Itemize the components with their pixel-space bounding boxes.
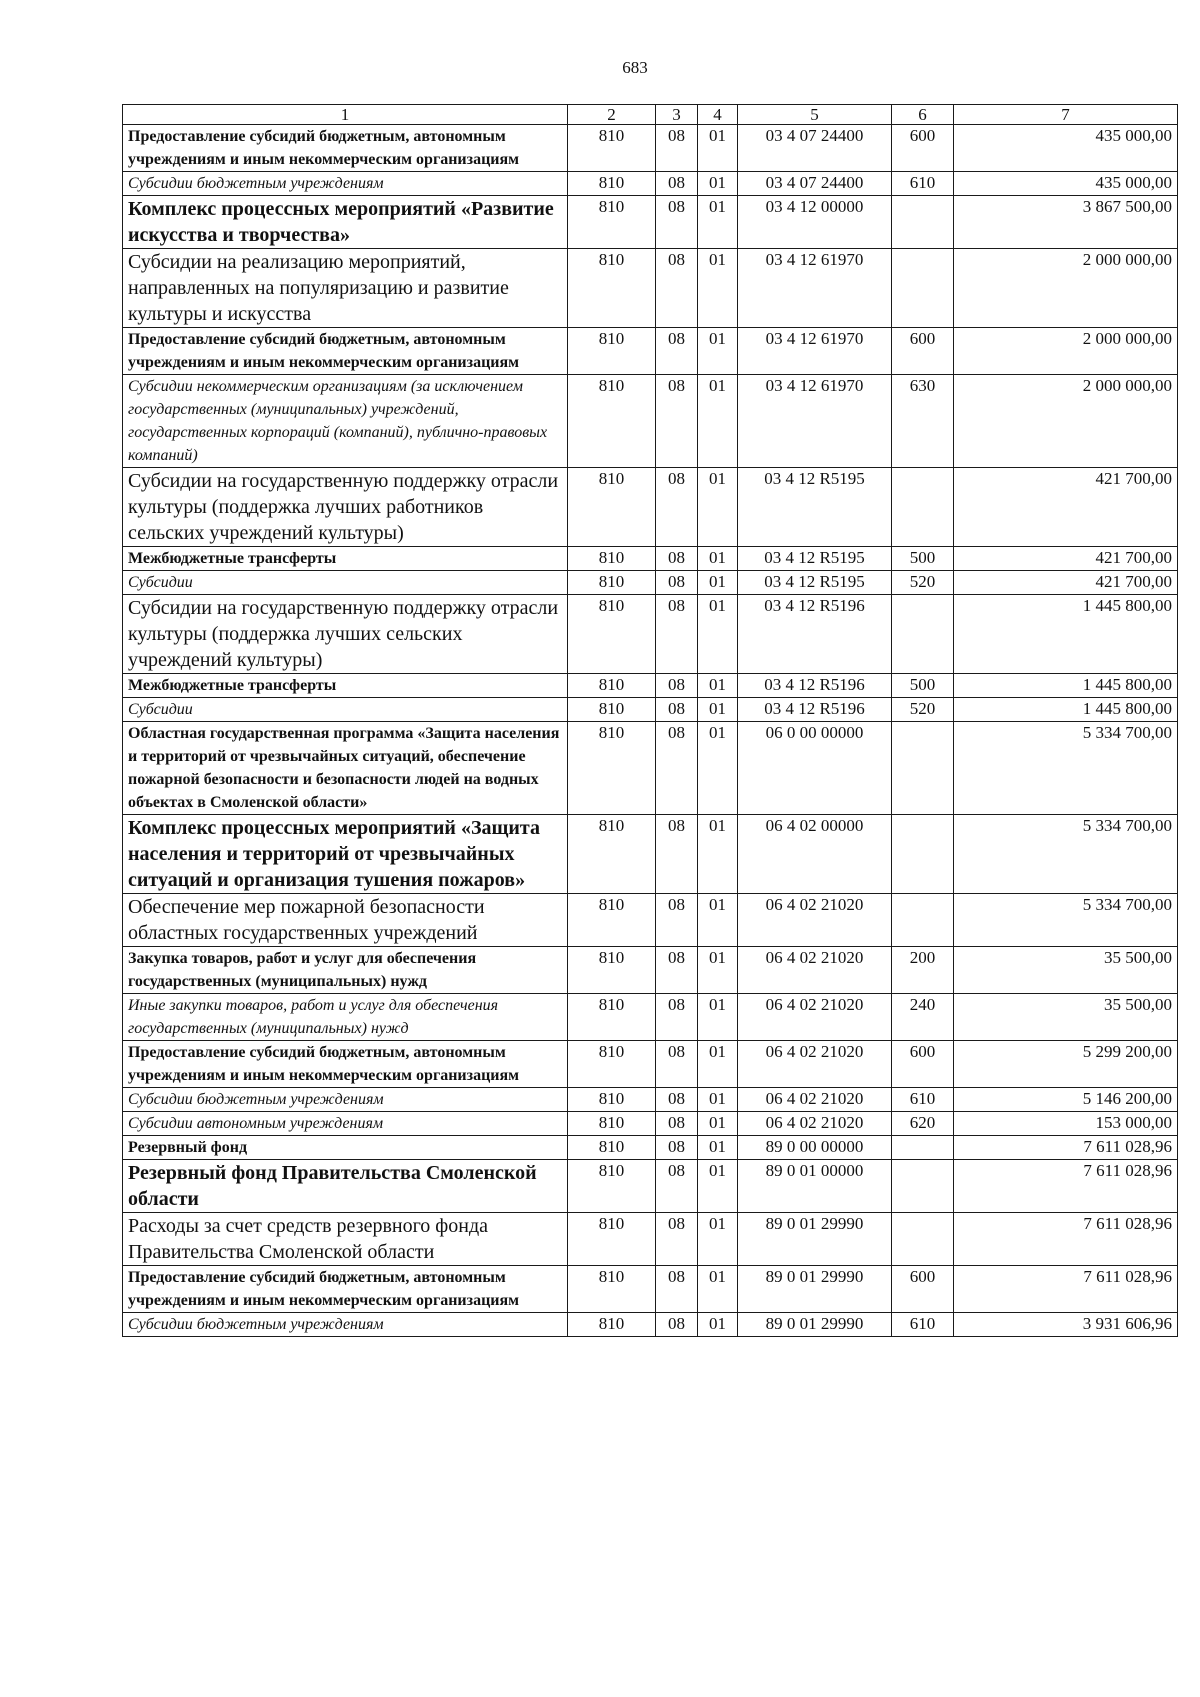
row-col4-cell: 01 [698, 249, 738, 328]
row-col6-cell: 600 [892, 1041, 954, 1088]
table-body [123, 125, 1178, 1337]
row-amount-cell: 5 334 700,00 [954, 815, 1178, 894]
row-col4-cell: 01 [698, 125, 738, 172]
row-amount-cell: 1 445 800,00 [954, 595, 1178, 674]
row-name-cell: Областная государственная программа «Защита населения и территорий от чрезвычайных ситуаций, обеспечение пожарной безопасности и безопасности людей на водных объектах в Смоленской области» [123, 722, 568, 815]
table-row [123, 571, 1178, 595]
row-col2-cell: 810 [568, 674, 656, 698]
row-col5-cell: 89 0 01 00000 [738, 1160, 892, 1213]
row-col6-cell [892, 196, 954, 249]
row-col6-cell [892, 595, 954, 674]
table-row [123, 815, 1178, 894]
row-col3-cell: 08 [656, 571, 698, 595]
row-col4-cell: 01 [698, 571, 738, 595]
row-col2-cell: 810 [568, 1313, 656, 1337]
table-row [123, 172, 1178, 196]
row-col3-cell: 08 [656, 375, 698, 468]
row-col6-cell: 600 [892, 125, 954, 172]
table-row [123, 947, 1178, 994]
row-col5-cell: 03 4 12 R5195 [738, 547, 892, 571]
header-col-1: 1 [123, 105, 568, 125]
row-col2-cell: 810 [568, 547, 656, 571]
table-row [123, 375, 1178, 468]
row-amount-cell: 35 500,00 [954, 947, 1178, 994]
row-amount-cell: 3 867 500,00 [954, 196, 1178, 249]
row-col3-cell: 08 [656, 172, 698, 196]
row-col4-cell: 01 [698, 1088, 738, 1112]
row-col3-cell: 08 [656, 1136, 698, 1160]
row-col4-cell: 01 [698, 196, 738, 249]
row-col2-cell: 810 [568, 1266, 656, 1313]
row-amount-cell: 2 000 000,00 [954, 249, 1178, 328]
row-amount-cell: 3 931 606,96 [954, 1313, 1178, 1337]
row-col3-cell: 08 [656, 674, 698, 698]
row-name-cell: Предоставление субсидий бюджетным, автономным учреждениям и иным некоммерческим организациям [123, 1266, 568, 1313]
row-col6-cell: 610 [892, 1313, 954, 1337]
row-col5-cell: 03 4 12 00000 [738, 196, 892, 249]
row-name-cell: Предоставление субсидий бюджетным, автономным учреждениям и иным некоммерческим организациям [123, 125, 568, 172]
row-amount-cell: 7 611 028,96 [954, 1136, 1178, 1160]
row-name-cell: Иные закупки товаров, работ и услуг для обеспечения государственных (муниципальных) нужд [123, 994, 568, 1041]
budget-table [122, 104, 1178, 1337]
row-col5-cell: 03 4 07 24400 [738, 172, 892, 196]
table-row [123, 1112, 1178, 1136]
row-col5-cell: 89 0 01 29990 [738, 1213, 892, 1266]
table-row [123, 196, 1178, 249]
row-col4-cell: 01 [698, 547, 738, 571]
row-col3-cell: 08 [656, 722, 698, 815]
row-col3-cell: 08 [656, 1213, 698, 1266]
row-amount-cell: 2 000 000,00 [954, 375, 1178, 468]
row-col2-cell: 810 [568, 1213, 656, 1266]
header-col-3: 3 [656, 105, 698, 125]
row-col5-cell: 06 0 00 00000 [738, 722, 892, 815]
row-col3-cell: 08 [656, 196, 698, 249]
row-amount-cell: 421 700,00 [954, 547, 1178, 571]
row-name-cell: Расходы за счет средств резервного фонда Правительства Смоленской области [123, 1213, 568, 1266]
row-col2-cell: 810 [568, 1088, 656, 1112]
row-col3-cell: 08 [656, 1041, 698, 1088]
row-name-cell: Субсидии на государственную поддержку отрасли культуры (поддержка лучших сельских учреждений культуры) [123, 595, 568, 674]
row-col5-cell: 06 4 02 00000 [738, 815, 892, 894]
row-col3-cell: 08 [656, 328, 698, 375]
row-amount-cell: 7 611 028,96 [954, 1266, 1178, 1313]
row-amount-cell: 1 445 800,00 [954, 674, 1178, 698]
table-row [123, 468, 1178, 547]
header-col-4: 4 [698, 105, 738, 125]
row-col6-cell: 500 [892, 674, 954, 698]
row-amount-cell: 153 000,00 [954, 1112, 1178, 1136]
row-col6-cell: 520 [892, 698, 954, 722]
row-col5-cell: 03 4 07 24400 [738, 125, 892, 172]
row-col5-cell: 03 4 12 61970 [738, 249, 892, 328]
row-col3-cell: 08 [656, 125, 698, 172]
row-col6-cell [892, 722, 954, 815]
row-name-cell: Предоставление субсидий бюджетным, автономным учреждениям и иным некоммерческим организациям [123, 328, 568, 375]
row-col3-cell: 08 [656, 249, 698, 328]
row-col2-cell: 810 [568, 196, 656, 249]
row-col3-cell: 08 [656, 1088, 698, 1112]
row-col6-cell: 630 [892, 375, 954, 468]
row-col2-cell: 810 [568, 595, 656, 674]
table-row [123, 328, 1178, 375]
table-row [123, 894, 1178, 947]
row-col2-cell: 810 [568, 375, 656, 468]
row-col3-cell: 08 [656, 1266, 698, 1313]
row-col5-cell: 03 4 12 R5196 [738, 698, 892, 722]
row-col6-cell: 500 [892, 547, 954, 571]
table-row [123, 1213, 1178, 1266]
row-col2-cell: 810 [568, 994, 656, 1041]
row-col4-cell: 01 [698, 815, 738, 894]
row-col3-cell: 08 [656, 815, 698, 894]
row-col2-cell: 810 [568, 1041, 656, 1088]
row-col2-cell: 810 [568, 947, 656, 994]
row-col4-cell: 01 [698, 1160, 738, 1213]
row-amount-cell: 1 445 800,00 [954, 698, 1178, 722]
row-col4-cell: 01 [698, 1136, 738, 1160]
row-amount-cell: 35 500,00 [954, 994, 1178, 1041]
row-col3-cell: 08 [656, 994, 698, 1041]
row-col4-cell: 01 [698, 722, 738, 815]
row-col3-cell: 08 [656, 468, 698, 547]
row-col2-cell: 810 [568, 328, 656, 375]
row-name-cell: Субсидии некоммерческим организациям (за исключением государственных (муниципальных) учреждений, государственных корпораций (компаний), публично-правовых компаний) [123, 375, 568, 468]
row-col4-cell: 01 [698, 1213, 738, 1266]
row-col2-cell: 810 [568, 722, 656, 815]
row-col5-cell: 03 4 12 R5195 [738, 468, 892, 547]
row-col5-cell: 89 0 00 00000 [738, 1136, 892, 1160]
row-col6-cell [892, 468, 954, 547]
row-col4-cell: 01 [698, 172, 738, 196]
row-col3-cell: 08 [656, 698, 698, 722]
row-name-cell: Комплекс процессных мероприятий «Защита населения и территорий от чрезвычайных ситуаций и организация тушения пожаров» [123, 815, 568, 894]
row-amount-cell: 435 000,00 [954, 172, 1178, 196]
row-name-cell: Резервный фонд [123, 1136, 568, 1160]
row-col4-cell: 01 [698, 994, 738, 1041]
row-col6-cell: 200 [892, 947, 954, 994]
table-row [123, 1313, 1178, 1337]
table-row [123, 125, 1178, 172]
header-col-6: 6 [892, 105, 954, 125]
row-name-cell: Субсидии на государственную поддержку отрасли культуры (поддержка лучших работников сельских учреждений культуры) [123, 468, 568, 547]
row-col6-cell: 240 [892, 994, 954, 1041]
row-col5-cell: 03 4 12 61970 [738, 375, 892, 468]
row-amount-cell: 421 700,00 [954, 571, 1178, 595]
row-col5-cell: 06 4 02 21020 [738, 994, 892, 1041]
row-amount-cell: 2 000 000,00 [954, 328, 1178, 375]
row-name-cell: Комплекс процессных мероприятий «Развитие искусства и творчества» [123, 196, 568, 249]
row-name-cell: Субсидии бюджетным учреждениям [123, 172, 568, 196]
table-row [123, 1041, 1178, 1088]
row-col5-cell: 03 4 12 R5196 [738, 595, 892, 674]
table-row [123, 698, 1178, 722]
row-col6-cell: 520 [892, 571, 954, 595]
row-col6-cell [892, 1160, 954, 1213]
header-row [123, 105, 1178, 125]
row-col4-cell: 01 [698, 894, 738, 947]
row-col6-cell [892, 1213, 954, 1266]
table-row [123, 722, 1178, 815]
row-col2-cell: 810 [568, 1136, 656, 1160]
row-col5-cell: 03 4 12 R5196 [738, 674, 892, 698]
row-col5-cell: 03 4 12 R5195 [738, 571, 892, 595]
table-row [123, 1088, 1178, 1112]
row-col5-cell: 06 4 02 21020 [738, 894, 892, 947]
row-col4-cell: 01 [698, 1313, 738, 1337]
row-col2-cell: 810 [568, 125, 656, 172]
row-name-cell: Обеспечение мер пожарной безопасности областных государственных учреждений [123, 894, 568, 947]
row-amount-cell: 7 611 028,96 [954, 1160, 1178, 1213]
table-row [123, 1136, 1178, 1160]
header-col-5: 5 [738, 105, 892, 125]
row-col5-cell: 06 4 02 21020 [738, 1041, 892, 1088]
header-col-7: 7 [954, 105, 1178, 125]
table-row [123, 595, 1178, 674]
row-amount-cell: 5 334 700,00 [954, 722, 1178, 815]
row-amount-cell: 435 000,00 [954, 125, 1178, 172]
row-col3-cell: 08 [656, 947, 698, 994]
page-number: 683 [622, 58, 648, 77]
row-col2-cell: 810 [568, 571, 656, 595]
table-row [123, 1160, 1178, 1213]
row-col3-cell: 08 [656, 1160, 698, 1213]
row-col4-cell: 01 [698, 698, 738, 722]
row-col5-cell: 06 4 02 21020 [738, 1112, 892, 1136]
row-name-cell: Субсидии автономным учреждениям [123, 1112, 568, 1136]
row-col6-cell [892, 249, 954, 328]
row-col6-cell [892, 815, 954, 894]
row-col4-cell: 01 [698, 595, 738, 674]
row-col2-cell: 810 [568, 249, 656, 328]
row-col2-cell: 810 [568, 172, 656, 196]
row-col6-cell [892, 1136, 954, 1160]
row-amount-cell: 5 146 200,00 [954, 1088, 1178, 1112]
row-col4-cell: 01 [698, 468, 738, 547]
row-col4-cell: 01 [698, 674, 738, 698]
table-row [123, 249, 1178, 328]
row-name-cell: Межбюджетные трансферты [123, 547, 568, 571]
row-col2-cell: 810 [568, 1112, 656, 1136]
row-col3-cell: 08 [656, 595, 698, 674]
row-col4-cell: 01 [698, 375, 738, 468]
row-name-cell: Субсидии [123, 571, 568, 595]
row-col5-cell: 89 0 01 29990 [738, 1313, 892, 1337]
row-col4-cell: 01 [698, 1041, 738, 1088]
row-amount-cell: 421 700,00 [954, 468, 1178, 547]
row-col3-cell: 08 [656, 1112, 698, 1136]
row-col6-cell: 610 [892, 172, 954, 196]
row-col6-cell: 620 [892, 1112, 954, 1136]
row-col2-cell: 810 [568, 1160, 656, 1213]
row-col2-cell: 810 [568, 698, 656, 722]
table-row [123, 1266, 1178, 1313]
row-col3-cell: 08 [656, 894, 698, 947]
row-col2-cell: 810 [568, 815, 656, 894]
row-col5-cell: 06 4 02 21020 [738, 947, 892, 994]
row-name-cell: Предоставление субсидий бюджетным, автономным учреждениям и иным некоммерческим организациям [123, 1041, 568, 1088]
table-row [123, 674, 1178, 698]
row-col4-cell: 01 [698, 1112, 738, 1136]
row-col4-cell: 01 [698, 947, 738, 994]
row-col2-cell: 810 [568, 894, 656, 947]
row-amount-cell: 5 299 200,00 [954, 1041, 1178, 1088]
row-name-cell: Субсидии [123, 698, 568, 722]
row-col6-cell [892, 894, 954, 947]
row-name-cell: Закупка товаров, работ и услуг для обеспечения государственных (муниципальных) нужд [123, 947, 568, 994]
row-col6-cell: 600 [892, 328, 954, 375]
row-name-cell: Субсидии бюджетным учреждениям [123, 1088, 568, 1112]
row-amount-cell: 7 611 028,96 [954, 1213, 1178, 1266]
row-amount-cell: 5 334 700,00 [954, 894, 1178, 947]
table-row [123, 547, 1178, 571]
row-name-cell: Субсидии на реализацию мероприятий, направленных на популяризацию и развитие культуры и искусства [123, 249, 568, 328]
row-name-cell: Межбюджетные трансферты [123, 674, 568, 698]
row-col3-cell: 08 [656, 547, 698, 571]
table-row [123, 994, 1178, 1041]
row-col4-cell: 01 [698, 328, 738, 375]
row-name-cell: Резервный фонд Правительства Смоленской области [123, 1160, 568, 1213]
row-col6-cell: 610 [892, 1088, 954, 1112]
row-col6-cell: 600 [892, 1266, 954, 1313]
row-col2-cell: 810 [568, 468, 656, 547]
row-col5-cell: 03 4 12 61970 [738, 328, 892, 375]
row-name-cell: Субсидии бюджетным учреждениям [123, 1313, 568, 1337]
row-col4-cell: 01 [698, 1266, 738, 1313]
row-col5-cell: 06 4 02 21020 [738, 1088, 892, 1112]
header-col-2: 2 [568, 105, 656, 125]
row-col3-cell: 08 [656, 1313, 698, 1337]
row-col5-cell: 89 0 01 29990 [738, 1266, 892, 1313]
